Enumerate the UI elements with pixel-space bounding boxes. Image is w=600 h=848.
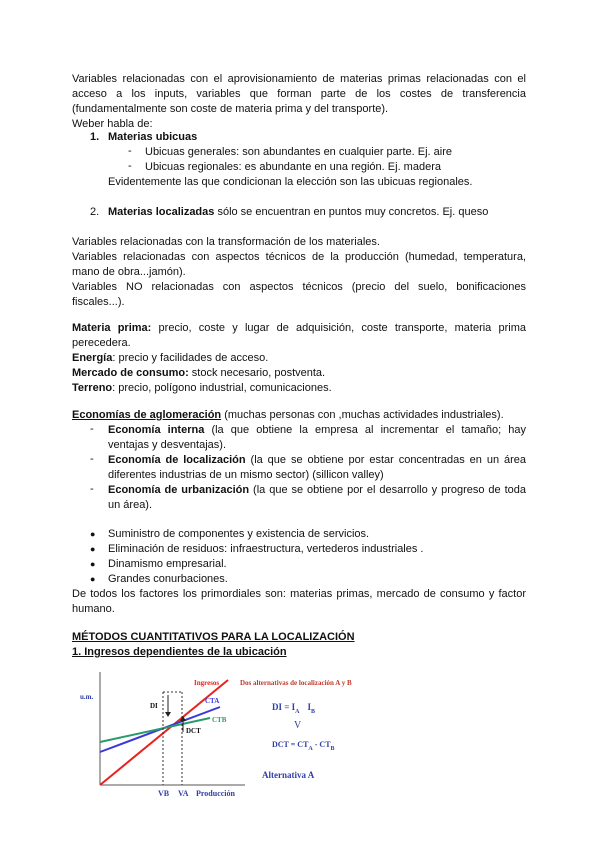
- di-arrowhead: [165, 712, 171, 717]
- weber-sub-2: Ubicuas regionales: es abundante en una región. Ej. madera: [145, 161, 441, 173]
- summary-line-2: humano.: [72, 603, 115, 615]
- bullet-icon: ●: [90, 529, 96, 539]
- formula-v: V: [294, 720, 302, 731]
- dash-marker: -: [90, 453, 94, 465]
- formula-sub: B: [311, 709, 316, 715]
- factor-label: Energía: [72, 352, 113, 364]
- economia-text: (la que se obtiene por estar concentradas en un área: [245, 454, 526, 466]
- transform-line-3: mano de obra...jamón).: [72, 266, 186, 278]
- series-line-ingresos: [100, 680, 228, 785]
- intro-line-2: acceso a los inputs, variables que forman parte de los costes de transferencia: [72, 88, 526, 100]
- economia-label: Economía de urbanización: [108, 484, 250, 496]
- dash-marker: -: [90, 423, 94, 435]
- bullet-item: Grandes conurbaciones.: [108, 573, 228, 585]
- weber-note: Evidentemente las que condicionan la elección son las ubicuas regionales.: [108, 176, 473, 188]
- weber-item-1-number: 1.: [90, 131, 100, 143]
- series-label-cta: CTA: [205, 697, 220, 705]
- transform-line-1: Variables relacionadas con la transformación de los materiales.: [72, 236, 380, 248]
- summary-line-1: De todos los factores los primordiales son: materias primas, mercado de consumo y factor: [72, 588, 526, 600]
- factor-label: Terreno: [72, 382, 113, 394]
- intro-line-1: Variables relacionadas con el aprovisionamiento de materias primas relacionadas con el: [72, 73, 526, 85]
- bullet-item: Eliminación de residuos: infraestructura, vertederos industriales .: [108, 543, 424, 555]
- x-axis-label: Producción: [196, 789, 235, 798]
- factor-label: Mercado de consumo:: [72, 367, 189, 379]
- weber-sub-1: Ubicuas generales: son abundantes en cualquier parte. Ej. aire: [145, 146, 452, 158]
- y-axis-label: u.m.: [80, 693, 94, 701]
- formula-sub: B: [330, 746, 335, 752]
- bullet-icon: ●: [90, 574, 96, 584]
- economia-text: (la que se obtiene por el desarrollo y progreso de toda: [249, 484, 526, 496]
- formula-part: - CT: [314, 740, 331, 749]
- intro-line-4: Weber habla de:: [72, 118, 153, 130]
- series-label-ctb: CTB: [212, 716, 227, 724]
- bullet-item: Suministro de componentes y existencia de servicios.: [108, 528, 370, 540]
- factor-label: Materia prima:: [72, 322, 152, 334]
- weber-item-2-title: Materias localizadas: [108, 206, 215, 218]
- transform-line-5: fiscales...).: [72, 296, 125, 308]
- weber-item-2-text: sólo se encuentran en puntos muy concretos. Ej. queso: [214, 206, 489, 218]
- dash-marker: -: [90, 483, 94, 495]
- economia-label: Economía de localización: [108, 454, 246, 466]
- formula-di: [272, 702, 315, 715]
- formula-part: DCT = CT: [272, 740, 309, 749]
- dash-marker: -: [128, 145, 132, 157]
- intro-line-3: (fundamentalmente son coste de materia prima y del transporte).: [72, 103, 389, 115]
- formula-part: I: [307, 702, 311, 712]
- bullet-icon: ●: [90, 544, 96, 554]
- economia-line: ventajas y desventajas).: [108, 439, 227, 451]
- dash-marker: -: [128, 160, 132, 172]
- transform-line-2: Variables relacionadas con aspectos técnicos de la producción (humedad, temperatura,: [72, 251, 526, 263]
- economias-title-rest: (muchas personas con ,muchas actividades industriales).: [221, 409, 504, 421]
- formula-part: DI = I: [272, 702, 296, 712]
- factor-materia-prima-cont: perecedera.: [72, 337, 131, 349]
- metodos-heading: MÉTODOS CUANTITATIVOS PARA LA LOCALIZACIÓN: [72, 631, 355, 643]
- economia-label: Economía interna: [108, 424, 205, 436]
- annotation-di: DI: [150, 702, 158, 710]
- x-mark-vb: VB: [158, 789, 170, 798]
- formula-dct: [272, 740, 335, 752]
- formula-sub: A: [295, 709, 300, 715]
- economia-text: (la que obtiene la empresa al incrementar el tamaño; hay: [204, 424, 526, 436]
- transform-line-4: Variables NO relacionadas con aspectos técnicos (precio del suelo, bonificaciones: [72, 281, 526, 293]
- bullet-item: Dinamismo empresarial.: [108, 558, 227, 570]
- economia-line: diferentes industrias de un mismo sector) (sillicon valley): [108, 469, 384, 481]
- factor-text: precio, coste y lugar de adquisición, coste transporte, materia prima: [151, 322, 526, 334]
- x-mark-va: VA: [178, 789, 189, 798]
- factor-text: : precio, polígono industrial, comunicaciones.: [112, 382, 332, 394]
- series-label-ingresos: Ingresos: [194, 679, 220, 687]
- economias-title: Economías de aglomeración: [72, 409, 222, 421]
- factor-text: : precio y facilidades de acceso.: [112, 352, 269, 364]
- formula-sub: A: [308, 746, 313, 752]
- annotation-dct: DCT: [186, 727, 201, 735]
- chart-title: Dos alternativas de localización A y B: [240, 679, 352, 687]
- weber-item-2-number: 2.: [90, 206, 100, 218]
- weber-item-1-title: Materias ubicuas: [108, 131, 198, 143]
- economia-line: un área).: [108, 499, 153, 511]
- chart-caption: Alternativa A: [262, 770, 315, 780]
- metodos-subheading: 1. Ingresos dependientes de la ubicación: [72, 646, 287, 658]
- bullet-icon: ●: [90, 559, 96, 569]
- factor-text: stock necesario, postventa.: [188, 367, 326, 379]
